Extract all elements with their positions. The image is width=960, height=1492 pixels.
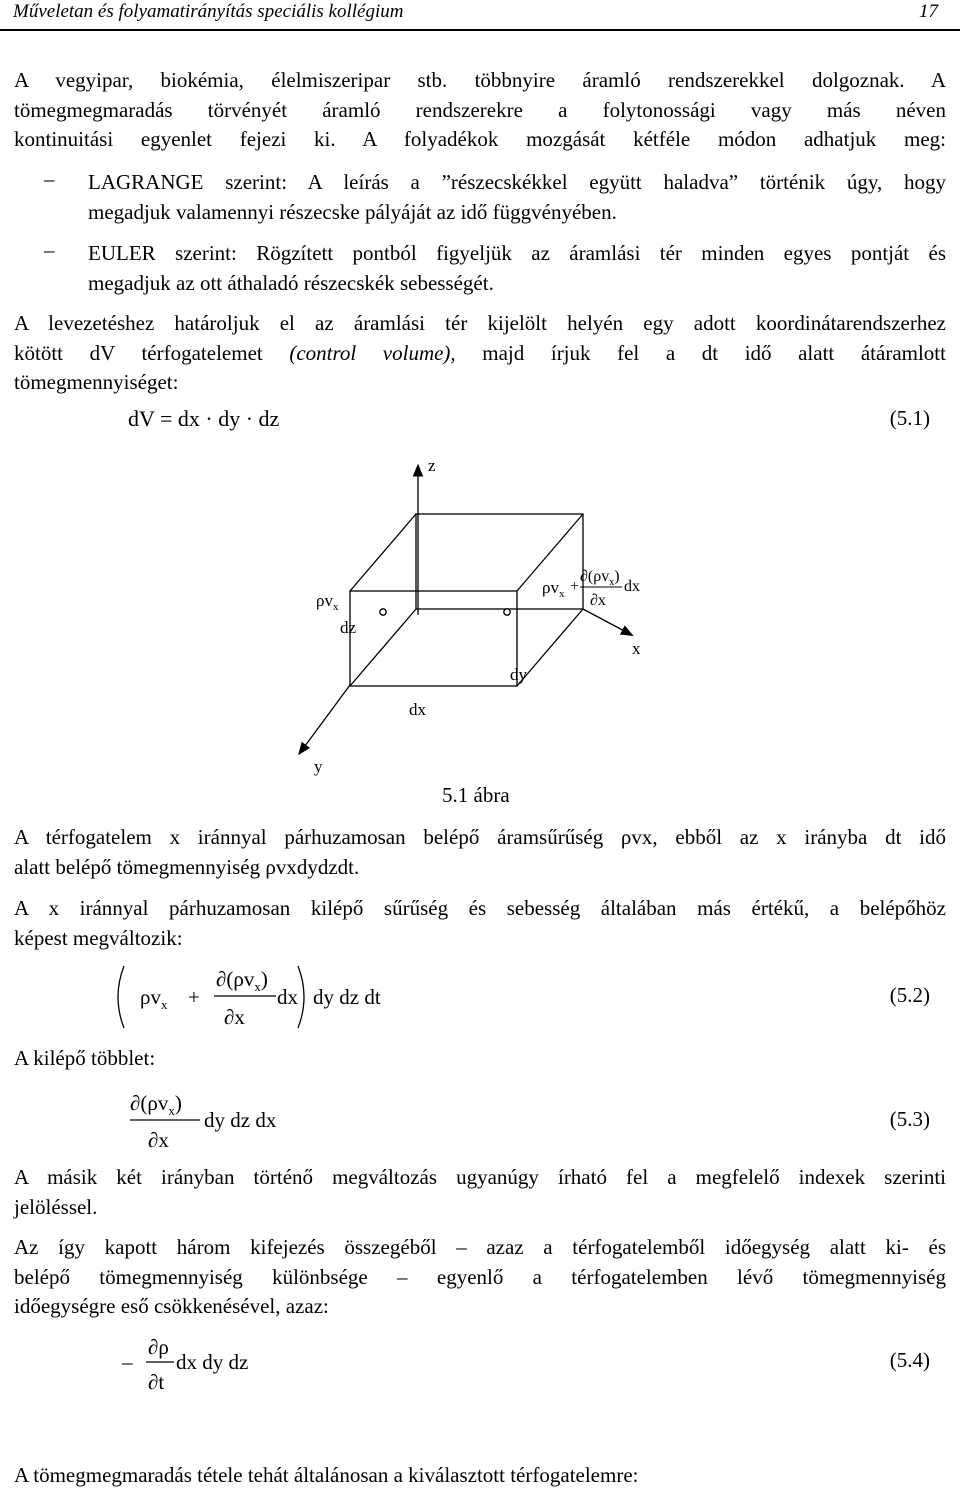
paragraph-line: Az így kapott három kifejezés összegéből – azaz a térfogatelemből időegység alatt ki- és — [14, 1235, 946, 1259]
equation-number: (5.1) — [889, 406, 930, 430]
expr-numerator: $\partial(\rho v_x)$ — [580, 568, 620, 588]
inflow-paragraph — [14, 823, 946, 882]
paragraph-line: A térfogatelem x iránnyal párhuzamosan belépő áramsűrűség ρvx, ebből az x irányba dt idő — [14, 825, 946, 849]
dx-label: dx — [409, 700, 426, 719]
bullet-dash: – — [44, 167, 55, 191]
intro-line: kontinuitási egyenlet fejezi ki. A folyadékok mozgását kétféle módon adhatjuk meg: — [14, 127, 946, 151]
dz-label: dz — [340, 618, 357, 637]
equation-5-2 — [110, 960, 430, 1035]
inflow-point — [380, 609, 386, 615]
bullet-text: megadjuk az ott áthaladó részecskék sebességét. — [88, 270, 494, 295]
equation-5-3 — [120, 1086, 320, 1154]
eq-tail: dx dy dz — [176, 1350, 249, 1374]
cube-edge — [350, 514, 416, 591]
header-title: Műveletan és folyamatirányítás speciális kollégium — [13, 1, 404, 22]
eq-dx: dx — [277, 985, 298, 1009]
outflow-paragraph — [14, 894, 946, 953]
paragraph-line: A x iránnyal párhuzamosan kilépő sűrűség és sebesség általában más értékű, a belépőhöz — [14, 896, 946, 920]
x-axis — [583, 609, 628, 633]
expr-rho-v: $\rho v_x$ — [542, 578, 565, 600]
eq-denominator: ∂t — [148, 1370, 165, 1394]
bullet-term: LAGRANGE — [88, 170, 204, 194]
paragraph-line: alatt belépő tömegmennyiség ρvxdydzdt. — [14, 854, 360, 879]
eq-denominator: ∂x — [148, 1128, 169, 1152]
equation-number: (5.2) — [889, 983, 930, 1007]
cube-front-face — [350, 591, 517, 686]
other-directions-paragraph — [14, 1163, 946, 1222]
intro-line: A vegyipar, biokémia, élelmiszeripar stb. többnyire áramló rendszerekkel dolgoznak. A — [14, 68, 946, 92]
control-volume-figure — [0, 440, 960, 820]
header-rule — [0, 29, 960, 31]
equation-5-4 — [118, 1328, 318, 1396]
expr-denominator: ∂x — [590, 592, 606, 609]
final-sentence: A tömegmegmaradás tétele tehát általánosan a kiválasztott térfogatelemre: — [14, 1463, 639, 1487]
left-paren — [118, 966, 124, 1028]
expr-plus: + — [570, 578, 580, 595]
outflow-expression — [542, 568, 640, 609]
eq-plus: + — [188, 985, 200, 1009]
eq-denominator: ∂x — [224, 1005, 245, 1029]
eq-minus: – — [122, 1350, 133, 1374]
equation-number: (5.3) — [889, 1107, 930, 1131]
page-header — [0, 0, 960, 30]
paragraph-line: időegységre eső csökkenésével, azaz: — [14, 1294, 329, 1318]
eq-numerator: $\partial(\rho v_x)$ — [216, 967, 268, 994]
eq-tail: dy dz dt — [313, 985, 381, 1009]
bullet-text: szerint: Rögzített pontból figyeljük az áramlási tér minden egyes pontját és — [155, 241, 946, 265]
bullet-euler — [88, 239, 946, 298]
intro-line: tömegmegmaradás törvényét áramló rendszerekre a folytonossági vagy más néven — [14, 97, 946, 122]
bullet-dash: – — [44, 238, 55, 262]
paragraph-line: belépő tömegmennyiség különbsége – egyenlő a térfogatelemben lévő tömegmennyiség — [14, 1264, 946, 1289]
paragraph-line: jelöléssel. — [14, 1194, 98, 1219]
x-axis-label: x — [632, 639, 641, 658]
paragraph-text: majd írjuk fel a dt idő alatt átáramlott — [455, 340, 946, 365]
eq-term: $\rho v_x$ — [140, 985, 168, 1012]
equation-number: (5.4) — [889, 1348, 930, 1372]
equation-5-1: dV = dx · dy · dz — [128, 406, 280, 431]
y-axis — [302, 685, 350, 750]
paragraph-line: A levezetéshez határoljuk el az áramlási tér kijelölt helyén egy adott koordinátarendszerhez — [14, 311, 946, 335]
eq-tail: dy dz dx — [204, 1108, 277, 1132]
derivation-paragraph — [14, 309, 946, 398]
rho-vx-label: $\rho v_x$ — [316, 591, 339, 613]
paragraph-line: A másik két irányban történő megváltozás ugyanúgy írható fel a megfelelő indexek szerinti — [14, 1165, 946, 1189]
dy-label: dy — [510, 665, 527, 684]
intro-paragraph — [14, 66, 946, 155]
eq-numerator: $\partial(\rho v_x)$ — [130, 1091, 182, 1118]
paragraph-text: kötött dV térfogatelemet — [14, 340, 290, 365]
bullet-lagrange — [88, 168, 946, 227]
outflow-point — [504, 609, 510, 615]
figure-caption: 5.1 ábra — [442, 783, 510, 807]
paragraph-line: tömegmennyiséget: — [14, 370, 179, 394]
page-number: 17 — [919, 1, 938, 22]
z-axis-label: z — [428, 456, 436, 475]
balance-paragraph — [14, 1233, 946, 1322]
right-paren — [298, 966, 304, 1028]
cube-edge — [350, 609, 416, 686]
control-volume-term: (control volume), — [289, 340, 456, 365]
bullet-text: szerint: A leírás a ”részecskékkel együtt haladva” történik úgy, hogy — [203, 170, 946, 194]
paragraph-line: képest megváltozik: — [14, 925, 183, 950]
eq-numerator: ∂ρ — [148, 1335, 169, 1359]
excess-outflow-label: A kilépő többlet: — [14, 1046, 156, 1070]
bullet-text: megadjuk valamennyi részecske pályáját az idő függvényében. — [88, 199, 617, 224]
expr-dx: dx — [624, 578, 640, 595]
y-axis-label: y — [314, 757, 323, 776]
bullet-term: EULER — [88, 241, 156, 265]
